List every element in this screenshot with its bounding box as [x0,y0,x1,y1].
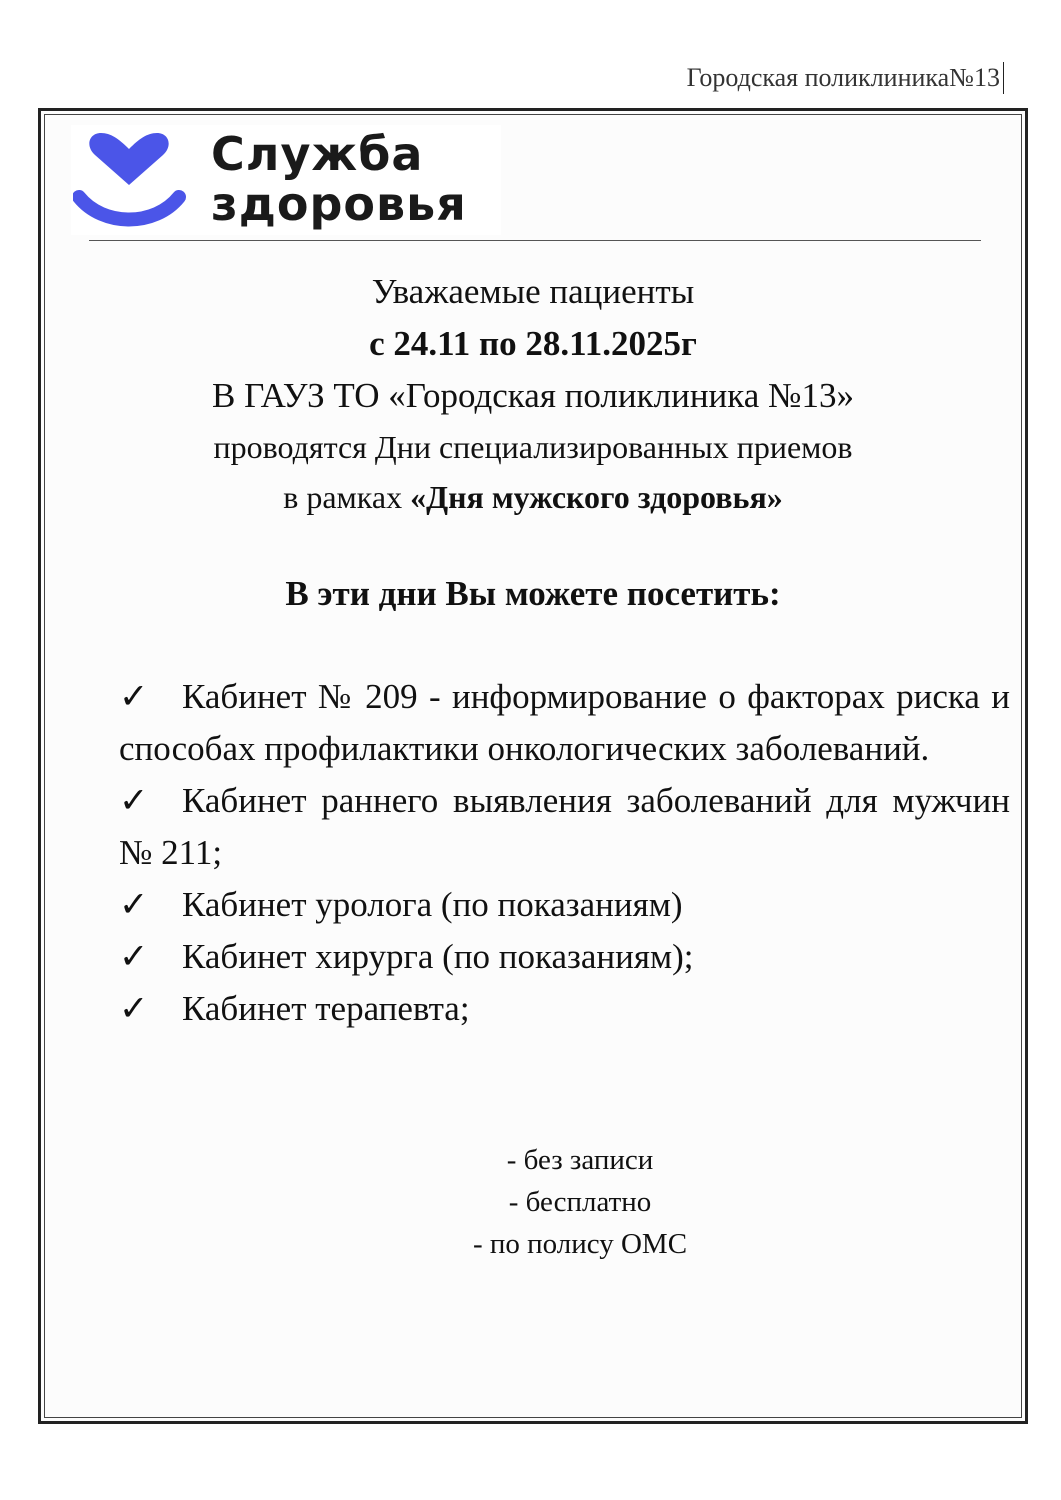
visit-heading: В эти дни Вы можете посетить: [285,574,781,613]
dates-heading: с 24.11 по 28.11.2025г [369,324,697,363]
list-item-text: Кабинет раннего выявления заболеваний для мужчин № 211; [119,781,1010,872]
subtitle-line-2 [41,475,1025,519]
subtitle-line-1: проводятся Дни специализированных приемов [213,429,853,465]
list-item-text: Кабинет уролога (по показаниям) [182,885,683,924]
list-item [119,671,1010,775]
checkmark-icon: ✓ [119,677,149,716]
condition-free: - бесплатно [508,1186,652,1218]
checkmark-icon: ✓ [119,937,149,976]
checkmark-icon: ✓ [119,781,149,820]
condition-oms: - по полису ОМС [472,1228,688,1260]
header-clinic-note: Городская поликлиника№13 [560,60,1004,96]
offices-list [119,671,1010,1035]
heart-smile-icon [73,131,193,231]
logo-line-1: Служба [211,127,424,181]
conditions-block [41,1139,1061,1265]
sluzhba-zdorovya-logo [71,125,501,235]
announcement-frame [38,108,1028,1424]
list-item [119,775,1010,879]
checkmark-icon: ✓ [119,989,149,1028]
list-item-text: Кабинет хирурга (по показаниям); [182,937,694,976]
checkmark-icon: ✓ [119,885,149,924]
list-item-text: Кабинет терапевта; [182,989,470,1028]
condition-no-appointment: - без записи [506,1144,654,1176]
logo-text [211,129,467,229]
header-divider [89,240,981,241]
list-item-text: Кабинет № 209 - информирование о факторах риска и способах профилактики онкологических заболеваний. [119,677,1010,768]
subtitle-prefix: в рамках [283,479,411,515]
list-item [119,931,1010,983]
list-item [119,983,1010,1035]
logo-line-2: здоровья [211,177,467,231]
event-name: «Дня мужского здоровья» [410,479,783,515]
organization-line: В ГАУЗ ТО «Городская поликлиника №13» [212,376,854,415]
greeting: Уважаемые пациенты [371,272,695,311]
list-item [119,879,1010,931]
